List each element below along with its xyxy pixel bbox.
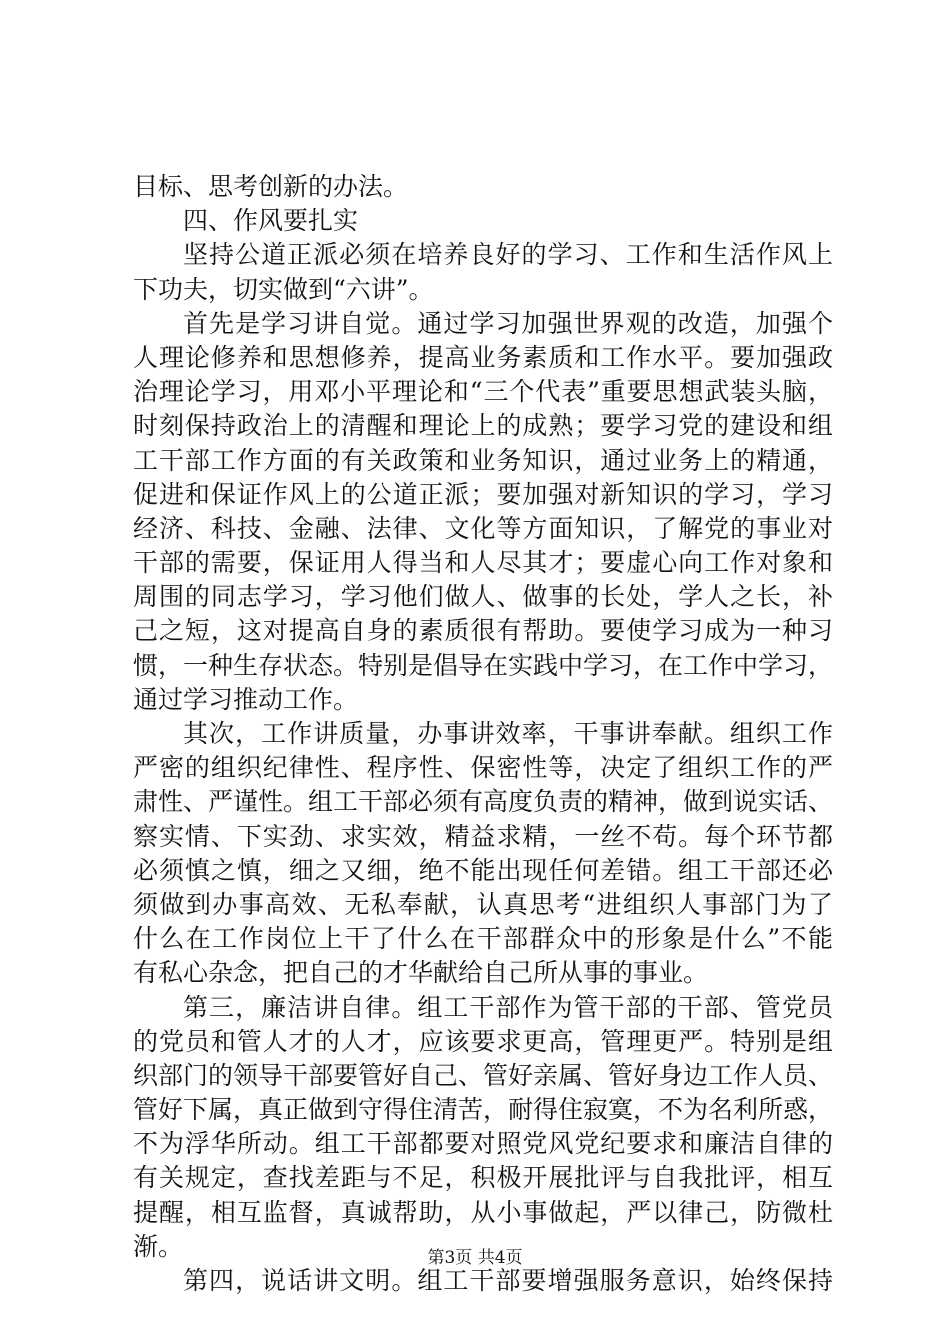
text-line: 下功夫，切实做到“六讲”。 bbox=[133, 274, 434, 304]
text-line: 促进和保证作风上的公道正派；要加强对新知识的学习，学习 bbox=[133, 479, 833, 509]
text-line: 察实情、下实劲、求实效，精益求精，一丝不苟。每个环节都 bbox=[133, 821, 833, 851]
text-line: 工干部工作方面的有关政策和业务知识，通过业务上的精通， bbox=[133, 445, 833, 475]
text-line: 经济、科技、金融、法律、文化等方面知识，了解党的事业对 bbox=[133, 513, 833, 543]
text-line: 有私心杂念，把自己的才华献给自己所从事的事业。 bbox=[133, 958, 709, 988]
text-line: 己之短，这对提高自身的素质很有帮助。要使学习成为一种习 bbox=[133, 616, 833, 646]
text-line: 其次，工作讲质量，办事讲效率，干事讲奉献。组织工作 bbox=[183, 719, 833, 748]
text-line: 目标、思考创新的办法。 bbox=[133, 172, 409, 201]
text-line: 什么在工作岗位上干了什么在干部群众中的形象是什么”不能 bbox=[133, 924, 833, 954]
text-line: 惯，一种生存状态。特别是倡导在实践中学习，在工作中学习， bbox=[133, 650, 834, 680]
text-line: 首先是学习讲自觉。通过学习加强世界观的改造，加强个 bbox=[183, 308, 833, 338]
text-line: 管好下属，真正做到守得住清苦，耐得住寂寞，不为名利所惑， bbox=[133, 1095, 834, 1125]
page-footer: 第3页 共4页 bbox=[427, 1248, 523, 1268]
document-body bbox=[133, 170, 833, 1298]
text-line: 渐。 bbox=[133, 1231, 184, 1261]
text-line: 通过学习推动工作。 bbox=[133, 684, 359, 714]
text-line: 治理论学习，用邓小平理论和“三个代表”重要思想武装头脑， bbox=[133, 377, 833, 407]
text-line: 肃性、严谨性。组工干部必须有高度负责的精神，做到说实话、 bbox=[133, 787, 834, 817]
text-line: 提醒，相互监督，真诚帮助，从小事做起，严以律己，防微杜 bbox=[133, 1197, 833, 1227]
text-line: 织部门的领导干部要管好自己、管好亲属、管好身边工作人员、 bbox=[133, 1060, 834, 1090]
text-line: 有关规定，查找差距与不足，积极开展批评与自我批评，相互 bbox=[133, 1163, 833, 1193]
text-line: 坚持公道正派必须在培养良好的学习、工作和生活作风上 bbox=[183, 240, 833, 270]
text-line: 四、作风要扎实 bbox=[183, 206, 359, 236]
text-line: 第四，说话讲文明。组工干部要增强服务意识，始终保持 bbox=[183, 1266, 833, 1295]
text-line: 须做到办事高效、无私奉献，认真思考“进组织人事部门为了 bbox=[133, 889, 833, 919]
text-line: 的党员和管人才的人才，应该要求更高，管理更严。特别是组 bbox=[133, 1026, 833, 1056]
text-line: 必须慎之慎，细之又细，绝不能出现任何差错。组工干部还必 bbox=[133, 855, 833, 885]
text-line: 干部的需要，保证用人得当和人尽其才；要虚心向工作对象和 bbox=[133, 548, 833, 578]
text-line: 第三，廉洁讲自律。组工干部作为管干部的干部、管党员 bbox=[183, 992, 833, 1022]
text-line: 不为浮华所动。组工干部都要对照党风党纪要求和廉洁自律的 bbox=[133, 1129, 833, 1159]
text-line: 严密的组织纪律性、程序性、保密性等，决定了组织工作的严 bbox=[133, 753, 833, 783]
text-line: 人理论修养和思想修养，提高业务素质和工作水平。要加强政 bbox=[133, 342, 833, 372]
text-line: 时刻保持政治上的清醒和理论上的成熟；要学习党的建设和组 bbox=[133, 411, 833, 441]
text-line: 周围的同志学习，学习他们做人、做事的长处，学人之长，补 bbox=[133, 582, 833, 612]
